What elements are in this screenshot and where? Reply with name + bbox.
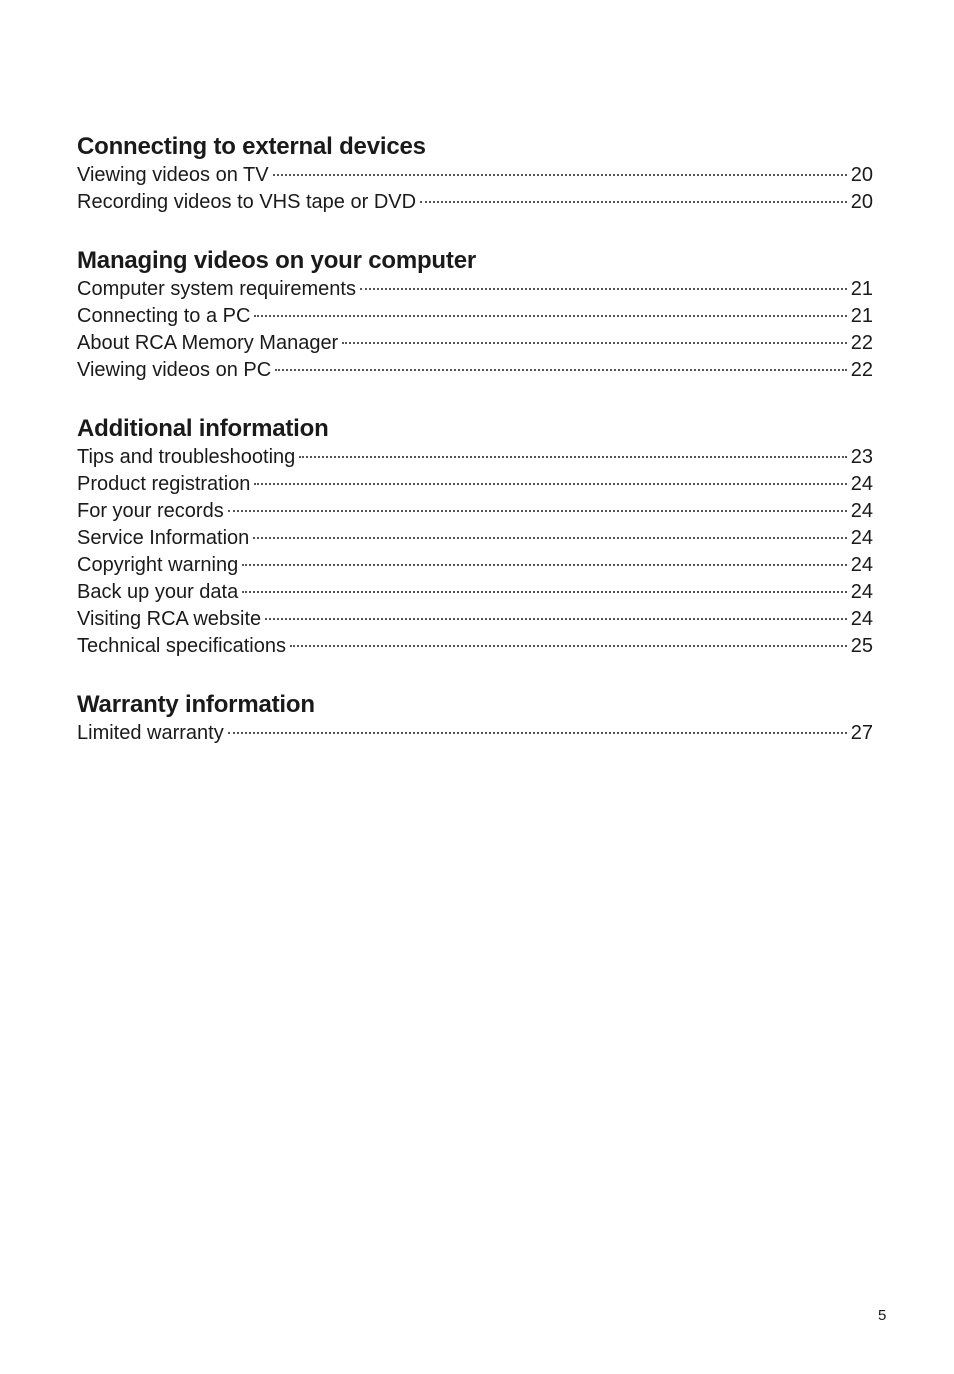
entry-page-number: 24 xyxy=(850,473,873,495)
entry-page-number: 22 xyxy=(850,359,873,381)
dot-leader xyxy=(242,564,847,566)
entry-label: Service Information xyxy=(77,527,250,549)
dot-leader xyxy=(273,174,847,176)
toc-entry[interactable] xyxy=(77,606,873,633)
entry-page-number: 25 xyxy=(850,635,873,657)
entry-label: Viewing videos on PC xyxy=(77,359,272,381)
toc-entry[interactable] xyxy=(77,633,873,660)
toc-entry[interactable] xyxy=(77,162,873,189)
table-of-contents xyxy=(77,132,873,777)
entry-label: Limited warranty xyxy=(77,722,224,744)
dot-leader xyxy=(228,732,847,734)
toc-entry[interactable] xyxy=(77,189,873,216)
entry-page-number: 24 xyxy=(850,500,873,522)
section-title: Connecting to external devices xyxy=(77,133,426,160)
toc-entry[interactable] xyxy=(77,720,873,747)
entry-label: Computer system requirements xyxy=(77,278,356,300)
toc-entry[interactable] xyxy=(77,552,873,579)
dot-leader xyxy=(290,645,847,647)
entry-label: Visiting RCA website xyxy=(77,608,262,630)
toc-entry[interactable] xyxy=(77,276,873,303)
entry-page-number: 24 xyxy=(850,581,873,603)
entry-page-number: 27 xyxy=(850,722,873,744)
toc-section xyxy=(77,414,873,660)
entry-label: For your records xyxy=(77,500,224,522)
section-title: Managing videos on your computer xyxy=(77,247,476,274)
entry-page-number: 23 xyxy=(850,446,873,468)
toc-entry[interactable] xyxy=(77,357,873,384)
entry-label: Recording videos to VHS tape or DVD xyxy=(77,191,417,213)
toc-entry[interactable] xyxy=(77,303,873,330)
toc-section xyxy=(77,690,873,747)
dot-leader xyxy=(299,456,846,458)
entry-page-number: 21 xyxy=(850,305,873,327)
page-number: 5 xyxy=(878,1307,887,1324)
entry-label: Product registration xyxy=(77,473,251,495)
toc-section xyxy=(77,132,873,216)
entry-label: Tips and troubleshooting xyxy=(77,446,296,468)
toc-section xyxy=(77,246,873,384)
dot-leader xyxy=(228,510,847,512)
toc-entry[interactable] xyxy=(77,330,873,357)
entry-page-number: 20 xyxy=(850,164,873,186)
toc-entry[interactable] xyxy=(77,444,873,471)
toc-entry[interactable] xyxy=(77,525,873,552)
dot-leader xyxy=(420,201,847,203)
section-title: Additional information xyxy=(77,415,329,442)
dot-leader xyxy=(254,315,846,317)
toc-entry[interactable] xyxy=(77,579,873,606)
toc-entry[interactable] xyxy=(77,498,873,525)
entry-page-number: 24 xyxy=(850,554,873,576)
entry-page-number: 22 xyxy=(850,332,873,354)
dot-leader xyxy=(275,369,847,371)
dot-leader xyxy=(254,483,846,485)
entry-label: Connecting to a PC xyxy=(77,305,251,327)
entry-label: Technical specifications xyxy=(77,635,286,657)
dot-leader xyxy=(253,537,846,539)
dot-leader xyxy=(242,591,847,593)
entry-page-number: 21 xyxy=(850,278,873,300)
section-title: Warranty information xyxy=(77,691,315,718)
entry-label: Back up your data xyxy=(77,581,239,603)
entry-page-number: 24 xyxy=(850,608,873,630)
dot-leader xyxy=(342,342,847,344)
toc-entry[interactable] xyxy=(77,471,873,498)
entry-label: Viewing videos on TV xyxy=(77,164,269,186)
entry-page-number: 24 xyxy=(850,527,873,549)
dot-leader xyxy=(265,618,847,620)
dot-leader xyxy=(360,288,847,290)
entry-label: About RCA Memory Manager xyxy=(77,332,339,354)
entry-label: Copyright warning xyxy=(77,554,239,576)
entry-page-number: 20 xyxy=(850,191,873,213)
